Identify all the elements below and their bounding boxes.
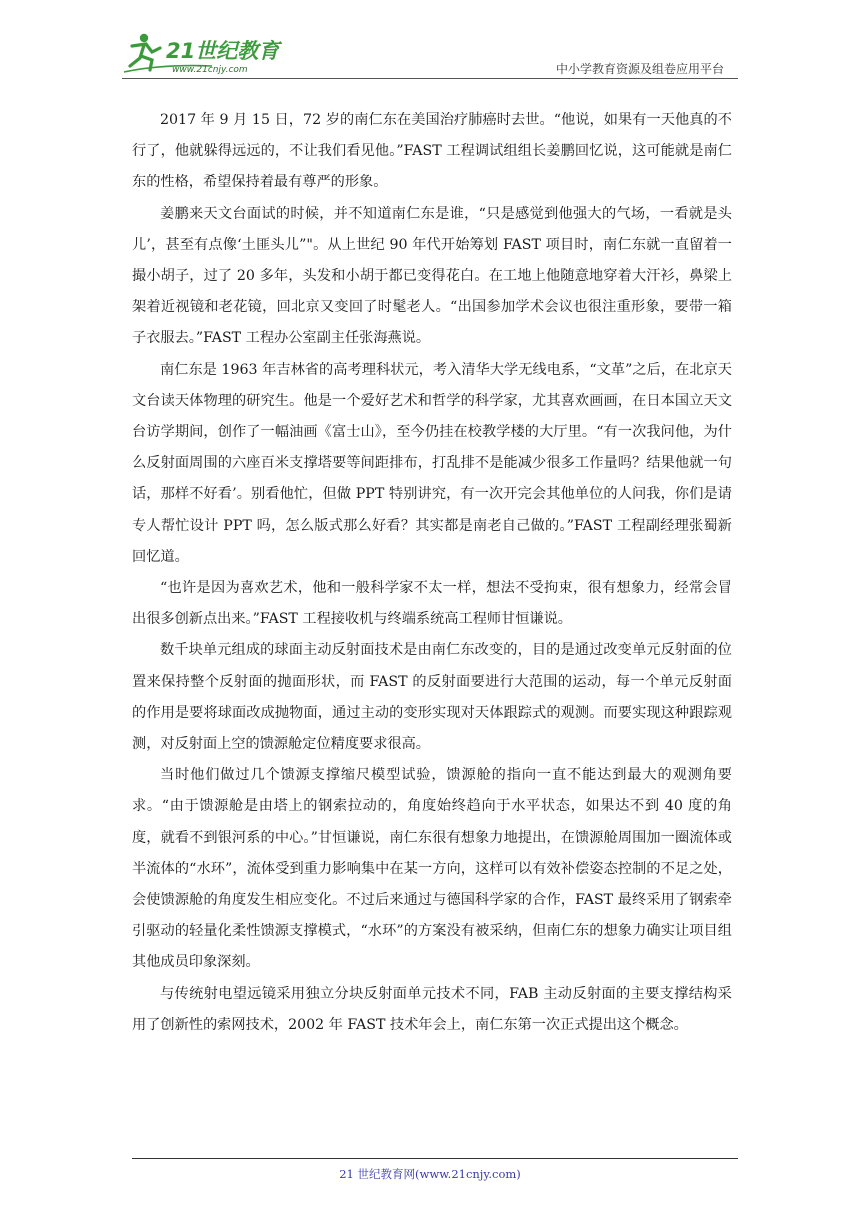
paragraph: “也许是因为喜欢艺术，他和一般科学家不太一样，想法不受拘束，很有想象力，经常会冒出很多创新点出来。”FAST 工程接收机与终端系统高工程师甘恒谦说。	[132, 580, 732, 628]
paragraph: 南仁东是 1963 年吉林省的高考理科状元，考入清华大学无线电系，“文革”之后，在北京天文台读天体物理的研究生。他是一个爱好艺术和哲学的科学家，尤其喜欢画画，在日本国立天文台访学期间，创作了一幅油画《富士山》，至今仍挂在校教学楼的大厅里。“有一次我问他，为什么反射面周围的六座百米支撑塔要等间距排布，打乱排不是能减少很多工作量吗？结果他就一句话，那样不好看’。别看他忙，但做 PPT 特别讲究，有一次开完会其他单位的人问我，你们是请专人帮忙设计 PPT 吗，怎么版式那么好看？其实都是南老自己做的。”FAST 工程副经理张蜀新回忆道。	[132, 361, 732, 565]
page-footer[interactable]: 21 世纪教育网(www.21cnjy.com)	[339, 1167, 521, 1181]
logo-text: 21世纪教育	[166, 39, 280, 63]
page-header	[122, 30, 738, 80]
paragraph: 2017 年 9 月 15 日，72 岁的南仁东在美国治疗肺癌时去世。“他说，如果有一天他真的不行了，他就躲得远远的，不让我们看见他。”FAST 工程调试组组长姜鹏回忆说，这可能就是南仁东的性格，希望保持着最有尊严的形象。	[132, 112, 732, 191]
footer-divider	[132, 1158, 738, 1159]
runner-logo-icon	[122, 30, 292, 76]
header-divider	[122, 78, 738, 79]
paragraph: 与传统射电望远镜采用独立分块反射面单元技术不同，FAB 主动反射面的主要支撑结构采用了创新性的索网技术，2002 年 FAST 技术年会上，南仁东第一次正式提出这个概念。	[132, 985, 732, 1033]
site-logo	[122, 30, 292, 76]
article-body	[132, 105, 732, 1041]
paragraph: 姜鹏来天文台面试的时候，并不知道南仁东是谁，“只是感觉到他强大的气场，一看就是头儿’，甚至有点像‘土匪头儿”"。从上世纪 90 年代开始筹划 FAST 项目时，南仁东就一直留着一撮小胡子，过了 20 多年，头发和小胡于都已变得花白。在工地上他随意地穿着大汗衫，鼻梁上架着近视镜和老花镜，回北京又变回了时髦老人。“出国参加学术会议也很注重形象，要带一箱子衣服去。”FAST 工程办公室副主任张海燕说。	[132, 205, 732, 347]
paragraph: 数千块单元组成的球面主动反射面技术是由南仁东改变的，目的是通过改变单元反射面的位置来保持整个反射面的抛面形状，而 FAST 的反射面要进行大范围的运动，每一个单元反射面的作用是要将球面改成抛物面，通过主动的变形实现对天体跟踪式的观测。而要实现这种跟踪观测，对反射面上空的馈源舱定位精度要求很高。	[132, 642, 732, 753]
paragraph: 当时他们做过几个馈源支撑缩尺模型试验，馈源舱的指向一直不能达到最大的观测角要求。“由于馈源舱是由塔上的钢索拉动的，角度始终趋向于水平状态，如果达不到 40 度的角度，就看不到银河系的中心。”甘恒谦说，南仁东很有想象力地提出，在馈源舱周围加一圈流体或半流体的“水环”，流体受到重力影响集中在某一方向，这样可以有效补偿姿态控制的不足之处，会使馈源舱的角度发生相应变化。不过后来通过与德国科学家的合作，FAST 最终采用了钢索牵引驱动的轻量化柔性馈源支撑模式，“水环”的方案没有被采纳，但南仁东的想象力确实让项目组其他成员印象深刻。	[132, 767, 732, 971]
logo-url-text: www.21cnjy.com	[172, 65, 248, 75]
platform-name: 中小学教育资源及组卷应用平台	[555, 62, 724, 76]
